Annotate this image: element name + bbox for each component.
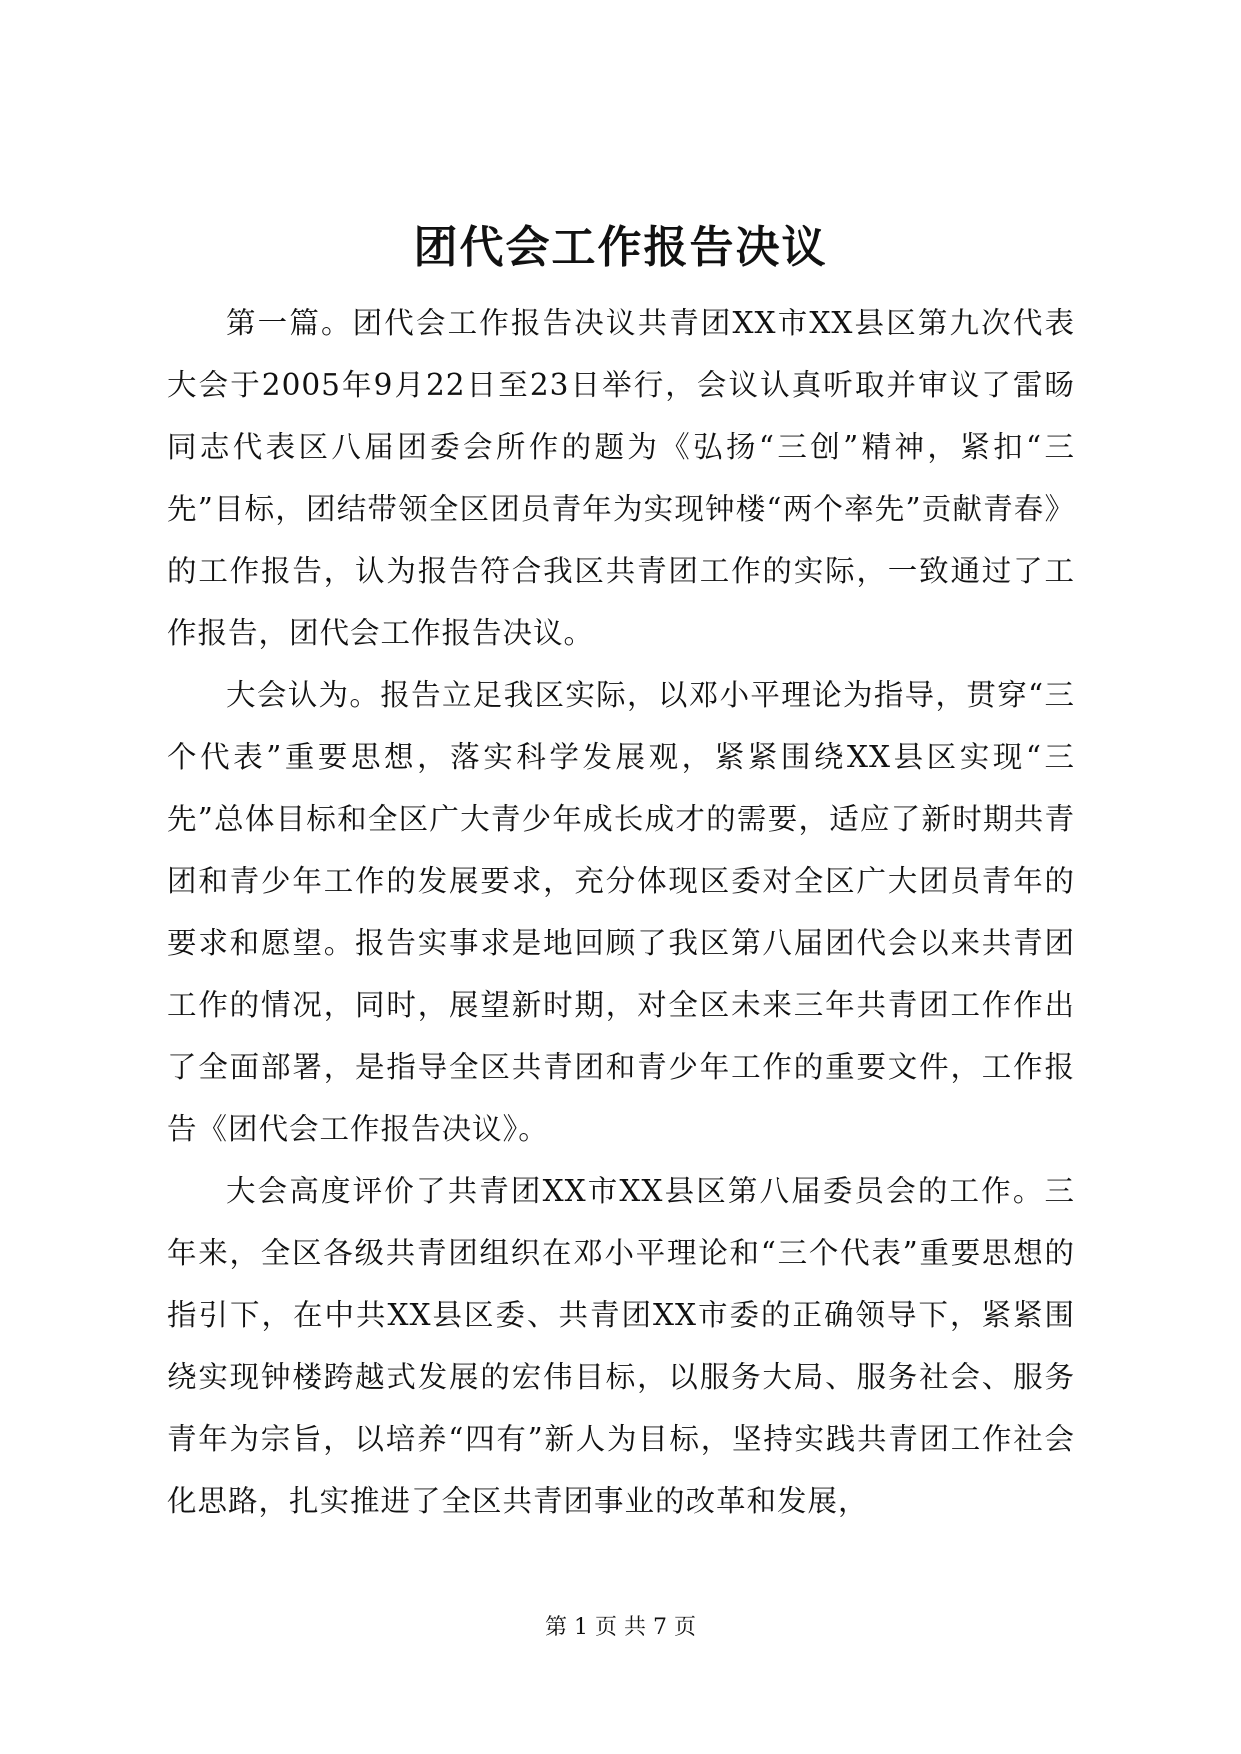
paragraph-1: 第一篇。团代会工作报告决议共青团XX市XX县区第九次代表大会于2005年9月22日至23日举行，会议认真听取并审议了雷旸同志代表区八届团委会所作的题为《弘扬“三创”精神，紧扣“三先”目标，团结带领全区团员青年为实现钟楼“两个率先”贡献青春》的工作报告，认为报告符合我区共青团工作的实际，一致通过了工作报告，团代会工作报告决议。 bbox=[167, 306, 1075, 650]
page-footer: 第 1 页 共 7 页 bbox=[545, 1615, 696, 1640]
paragraph-2: 大会认为。报告立足我区实际，以邓小平理论为指导，贯穿“三个代表”重要思想，落实科学发展观，紧紧围绕XX县区实现“三先”总体目标和全区广大青少年成长成才的需要，适应了新时期共青团和青少年工作的发展要求，充分体现区委对全区广大团员青年的要求和愿望。报告实事求是地回顾了我区第八届团代会以来共青团工作的情况，同时，展望新时期，对全区未来三年共青团工作作出了全面部署，是指导全区共青团和青少年工作的重要文件，工作报告《团代会工作报告决议》。 bbox=[167, 678, 1075, 1146]
document-title: 团代会工作报告决议 bbox=[413, 222, 828, 273]
paragraph-3: 大会高度评价了共青团XX市XX县区第八届委员会的工作。三年来，全区各级共青团组织在邓小平理论和“三个代表”重要思想的指引下，在中共XX县区委、共青团XX市委的正确领导下，紧紧围绕实现钟楼跨越式发展的宏伟目标，以服务大局、服务社会、服务青年为宗旨，以培养“四有”新人为目标，坚持实践共青团工作社会化思路，扎实推进了全区共青团事业的改革和发展， bbox=[167, 1174, 1075, 1518]
document-body bbox=[167, 292, 1075, 1532]
